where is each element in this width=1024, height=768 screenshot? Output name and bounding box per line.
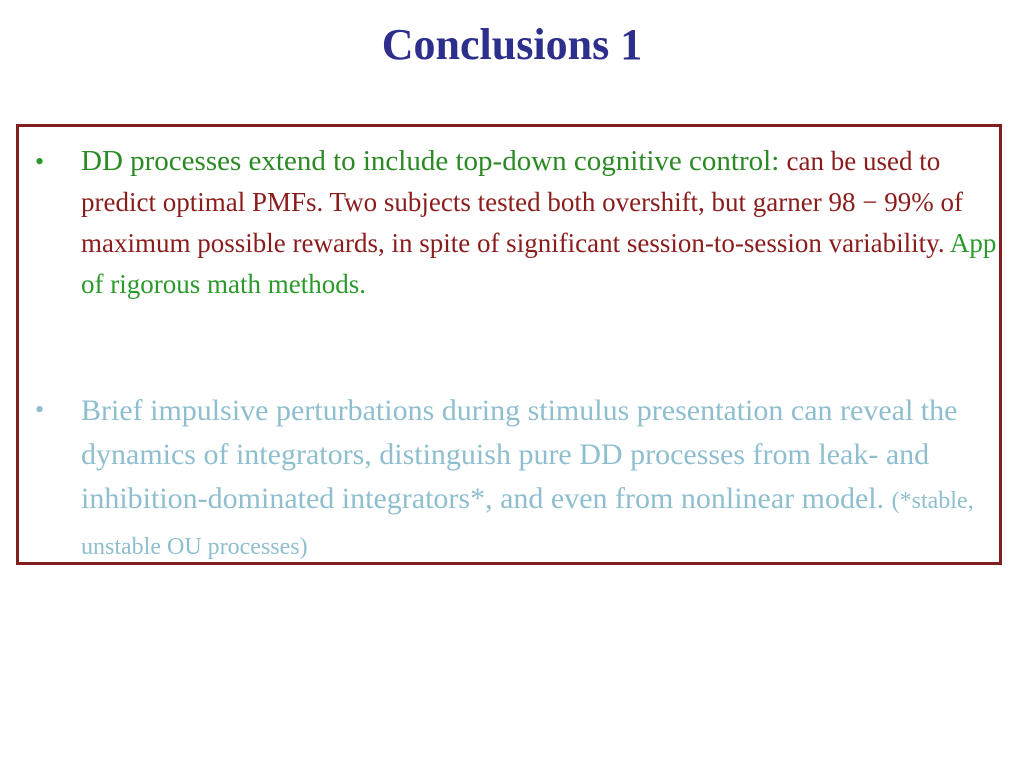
bullet-segment: DD processes extend to include top-down cognitive control: (81, 145, 787, 177)
bullet-segment: Brief impulsive perturbations during stimulus presentation can reveal the dynamics of integrators, distinguish pure DD processes from leak- and inhibition-dominated integrators*, and even from nonlinear model. (81, 394, 958, 515)
bullet-marker: • (35, 395, 45, 424)
bullet-segment: can be used to predict optimal PMFs. Two subjects tested both overshift, but garner 98 − 99% of maximum possible rewards, in spite of significant session-to-session variability. (81, 146, 963, 258)
bullet-segment: App of rigorous math methods. (81, 228, 997, 299)
bullet-text (81, 389, 997, 569)
content-box (16, 124, 1002, 565)
bullet-text (81, 141, 997, 305)
bullet-footnote: (*stable, unstable OU processes) (81, 488, 974, 560)
slide-title: Conclusions 1 (381, 20, 643, 69)
bullet-marker: • (35, 147, 45, 176)
